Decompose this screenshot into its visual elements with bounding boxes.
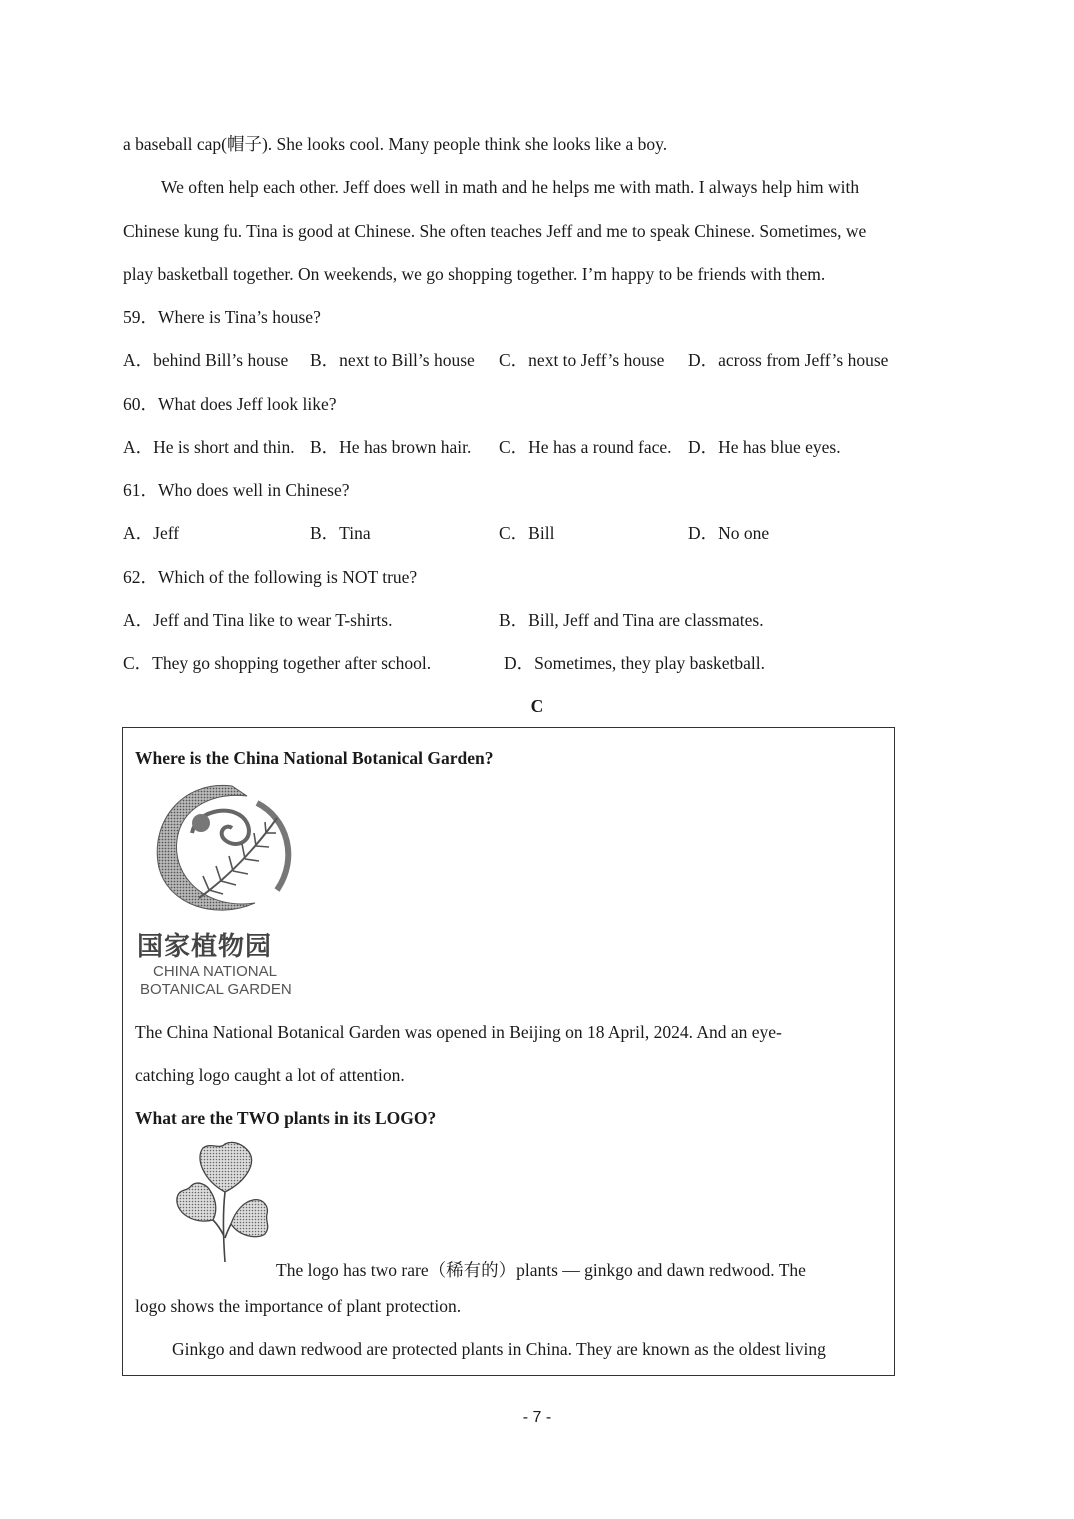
option-60-b: B．He has brown hair.	[310, 437, 472, 457]
question-stem-60: 60．What does Jeff look like?	[123, 394, 337, 414]
passage-c-box	[122, 727, 895, 1376]
question-stem-59: 59．Where is Tina’s house?	[123, 307, 321, 327]
option-61-b: B．Tina	[310, 523, 371, 543]
ginkgo-leaves-icon	[173, 1140, 273, 1265]
option-60-a: A．He is short and thin.	[123, 437, 295, 457]
box-paragraph-line: The China National Botanical Garden was opened in Beijing on 18 April, 2024. And an eye-	[135, 1022, 782, 1042]
box-paragraph-line: The logo has two rare（稀有的）plants — ginkgo and dawn redwood. The	[276, 1260, 806, 1280]
passage-line: We often help each other. Jeff does well in math and he helps me with math. I always help him with	[161, 177, 860, 197]
logo-english-line1: CHINA NATIONAL	[153, 963, 277, 980]
option-60-c: C．He has a round face.	[499, 437, 672, 457]
option-61-d: D．No one	[688, 523, 770, 543]
question-stem-62: 62．Which of the following is NOT true?	[123, 567, 418, 587]
section-label: C	[530, 696, 544, 716]
option-62-b: B．Bill, Jeff and Tina are classmates.	[499, 610, 764, 630]
option-62-a: A．Jeff and Tina like to wear T-shirts.	[123, 610, 393, 630]
passage-line: Chinese kung fu. Tina is good at Chinese. She often teaches Jeff and me to speak Chinese. Sometimes, we	[123, 221, 867, 241]
box-paragraph-line: catching logo caught a lot of attention.	[135, 1065, 405, 1085]
option-62-d: D．Sometimes, they play basketball.	[504, 653, 765, 673]
box-heading-location: Where is the China National Botanical Garden?	[135, 748, 494, 768]
option-59-a: A．behind Bill’s house	[123, 350, 289, 370]
option-61-a: A．Jeff	[123, 523, 180, 543]
option-59-b: B．next to Bill’s house	[310, 350, 475, 370]
box-paragraph-line: logo shows the importance of plant protection.	[135, 1296, 462, 1316]
option-59-c: C．next to Jeff’s house	[499, 350, 665, 370]
box-paragraph-line: Ginkgo and dawn redwood are protected plants in China. They are known as the oldest living	[172, 1339, 826, 1359]
box-heading-plants: What are the TWO plants in its LOGO?	[135, 1108, 437, 1128]
passage-line: play basketball together. On weekends, we go shopping together. I’m happy to be friends with them.	[123, 264, 826, 284]
passage-line: a baseball cap(帽子). She looks cool. Many people think she looks like a boy.	[123, 134, 668, 154]
swirl-fern-logo-icon	[137, 778, 317, 923]
logo-chinese-text: 国家植物园	[137, 932, 273, 962]
option-60-d: D．He has blue eyes.	[688, 437, 841, 457]
page-number: - 7 -	[522, 1409, 552, 1426]
question-stem-61: 61．Who does well in Chinese?	[123, 480, 350, 500]
option-61-c: C．Bill	[499, 523, 555, 543]
option-59-d: D．across from Jeff’s house	[688, 350, 889, 370]
logo-english-line2: BOTANICAL GARDEN	[140, 981, 292, 998]
option-62-c: C．They go shopping together after school.	[123, 653, 432, 673]
botanical-garden-logo	[137, 778, 317, 1003]
